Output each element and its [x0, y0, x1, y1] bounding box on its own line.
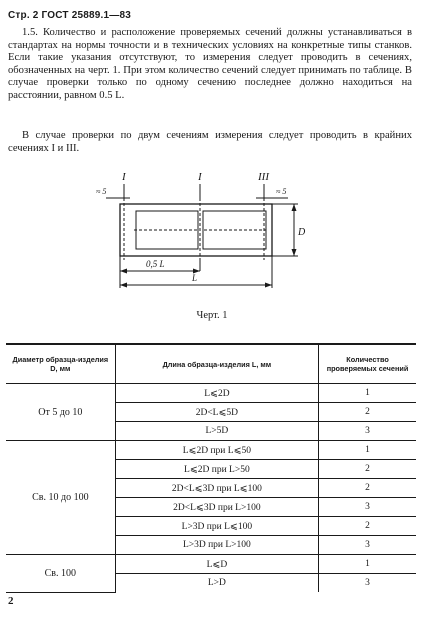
count-cell: 3 — [319, 574, 416, 593]
header-length: Длина образца-изделия L, мм — [115, 344, 318, 384]
table-row — [6, 384, 416, 403]
count-cell: 1 — [319, 384, 416, 403]
count-cell: 2 — [319, 403, 416, 422]
section-label-1: I — [122, 171, 126, 183]
length-cell: L⩽2D при L>50 — [115, 460, 318, 479]
length-cell: 2D<L⩽5D — [115, 403, 318, 422]
length-cell: L>5D — [115, 422, 318, 441]
dim-diameter-label: D — [298, 227, 306, 238]
paragraph-1-5: 1.5. Количество и расположение проверяемых сечений должны устанавливаться в стандартах на нормы точности и в технических условиях на конкретные типы станков. Если такие указания отсутствуют, то измерения следует проводить в сечениях, обозначенных на черт. 1. При этом количество сечений следует принимать по таблице. В случае проверки только по одному сечению последнее должно находиться на расстоянии, равном 0.5 L. — [8, 27, 412, 101]
length-cell: L>3D при L>100 — [115, 536, 318, 555]
dim-half-label: 0,5 L — [146, 259, 165, 269]
page-number: 2 — [8, 595, 14, 607]
table-row — [6, 441, 416, 460]
count-cell: 3 — [319, 536, 416, 555]
dim-length-label: L — [192, 273, 198, 283]
length-cell: 2D<L⩽3D при L⩽100 — [115, 479, 318, 498]
header-diameter: Диаметр образца-изделия D, мм — [6, 344, 115, 384]
dim-right-label: ≈ 5 — [276, 187, 287, 196]
diameter-cell: Св. 10 до 100 — [6, 441, 115, 555]
section-label-3: III — [258, 171, 269, 183]
count-cell: 3 — [319, 422, 416, 441]
diameter-cell: От 5 до 10 — [6, 384, 115, 441]
dim-left-label: ≈ 5 — [96, 187, 107, 196]
figure-caption: Черт. 1 — [196, 310, 228, 321]
drawing-1 — [96, 168, 320, 304]
count-cell: 2 — [319, 479, 416, 498]
section-label-2: I — [198, 171, 202, 183]
length-cell: 2D<L⩽3D при L>100 — [115, 498, 318, 517]
count-cell: 2 — [319, 517, 416, 536]
count-cell: 1 — [319, 555, 416, 574]
count-cell: 1 — [319, 441, 416, 460]
header-count: Количество проверяемых сечений — [319, 344, 416, 384]
length-cell: L>3D при L⩽100 — [115, 517, 318, 536]
length-cell: L⩽2D при L⩽50 — [115, 441, 318, 460]
diameter-cell: Св. 100 — [6, 555, 115, 593]
count-cell: 3 — [319, 498, 416, 517]
table-row — [6, 555, 416, 574]
page-header: Стр. 2 ГОСТ 25889.1—83 — [8, 10, 131, 21]
sections-table — [6, 343, 416, 593]
length-cell: L⩽2D — [115, 384, 318, 403]
paragraph-two-sections: В случае проверки по двум сечениям измерения следует проводить в крайних сечениях I и III. — [8, 130, 412, 154]
count-cell: 2 — [319, 460, 416, 479]
length-cell: L>D — [115, 574, 318, 593]
length-cell: L⩽D — [115, 555, 318, 574]
